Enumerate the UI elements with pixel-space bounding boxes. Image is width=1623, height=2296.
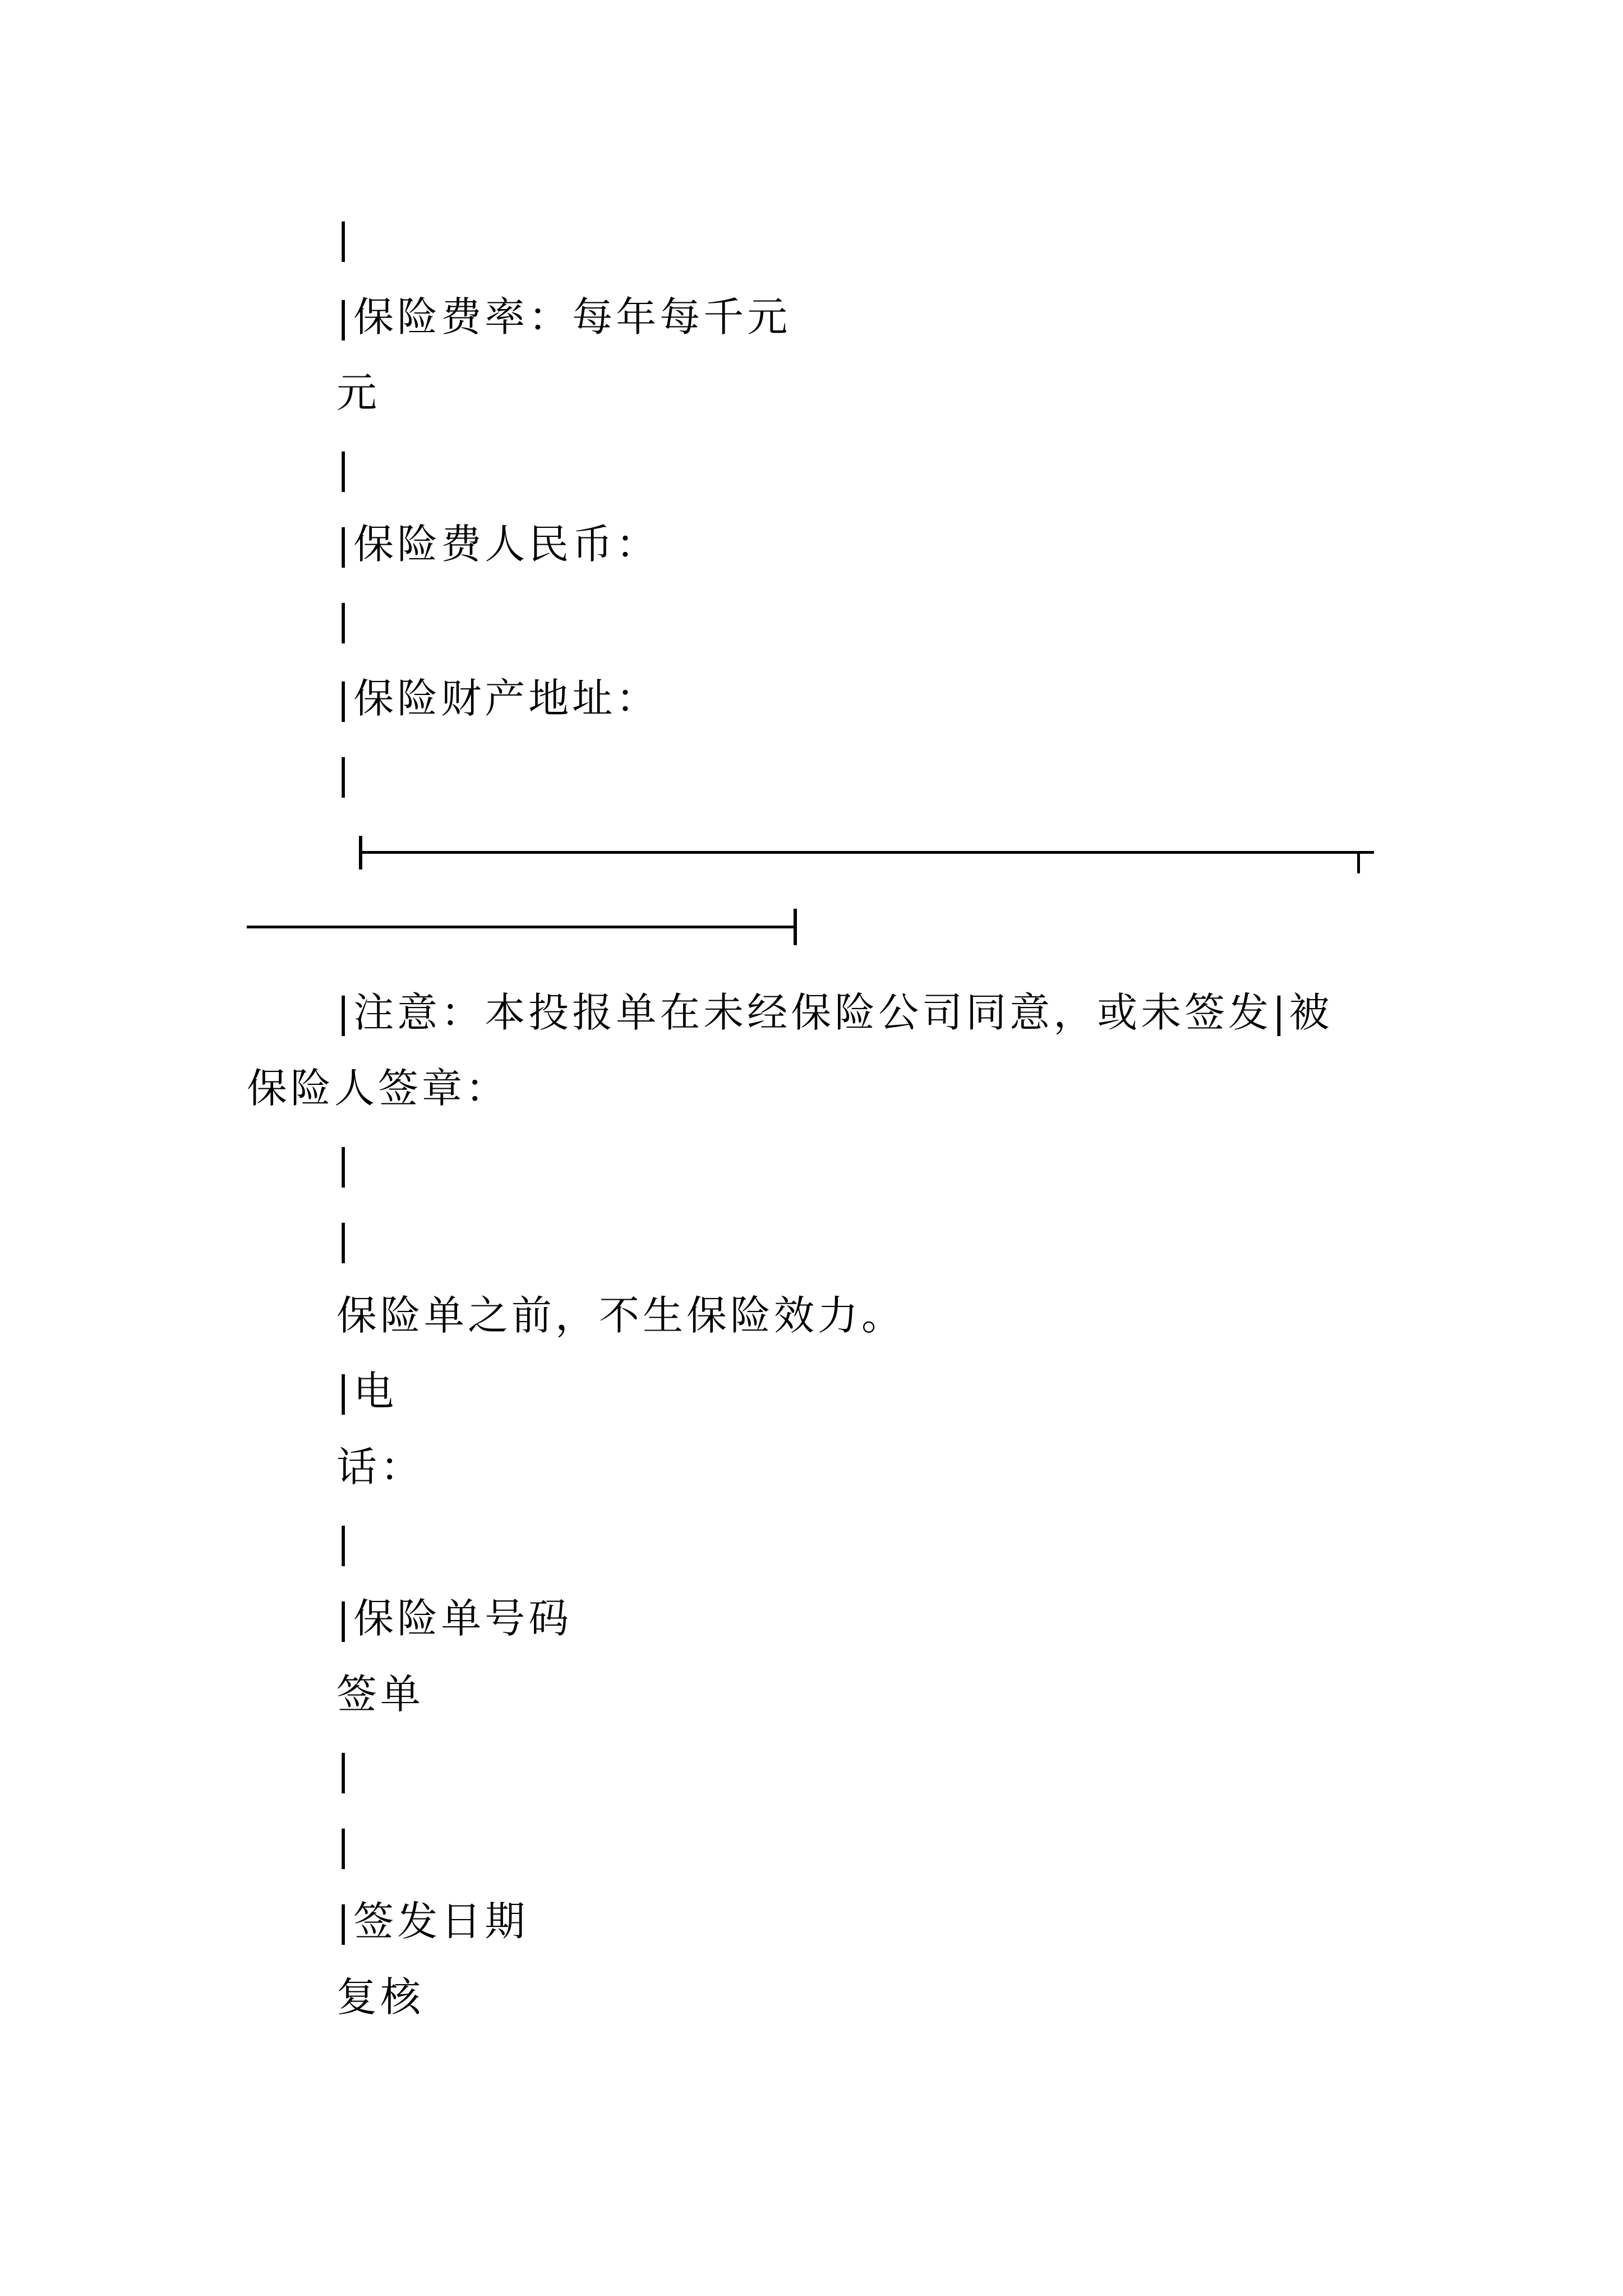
phone-label-continuation: 话： bbox=[336, 1443, 425, 1490]
table-border-line: | bbox=[336, 1519, 354, 1566]
review-label-line: 复核 bbox=[336, 1973, 425, 2021]
table-border-line: | bbox=[336, 1822, 354, 1869]
insured-signature-line: 保险人签章： bbox=[247, 1065, 510, 1112]
table-border-line: | bbox=[336, 1140, 354, 1188]
table-border-line: | bbox=[336, 596, 354, 643]
signing-label-line: 签单 bbox=[336, 1671, 425, 1718]
divider-mid-tick bbox=[1357, 851, 1360, 873]
issue-date-line: |签发日期 bbox=[336, 1898, 529, 1945]
table-border-line: | bbox=[336, 445, 354, 492]
premium-amount-line: |保险费人民币： bbox=[336, 521, 660, 568]
policy-number-line: |保险单号码 bbox=[336, 1595, 573, 1642]
table-border-line: | bbox=[336, 1216, 354, 1263]
divider-rule-lower bbox=[247, 926, 796, 928]
property-address-line: |保险财产地址： bbox=[336, 675, 660, 722]
table-border-line: | bbox=[336, 751, 354, 798]
table-border-line: | bbox=[336, 1746, 354, 1793]
divider-rule-upper bbox=[359, 851, 1374, 854]
table-border-line: | bbox=[336, 215, 354, 262]
phone-label-line: |电 bbox=[336, 1368, 398, 1415]
divider-right-tick bbox=[794, 909, 797, 945]
currency-unit-line: 元 bbox=[336, 369, 381, 416]
notice-line: |注意：本投报单在未经保险公司同意，或未签发|被 bbox=[336, 989, 1333, 1036]
notice-continuation-line: 保险单之前，不生保险效力。 bbox=[336, 1292, 906, 1339]
premium-rate-line: |保险费率：每年每千元 bbox=[336, 293, 791, 341]
